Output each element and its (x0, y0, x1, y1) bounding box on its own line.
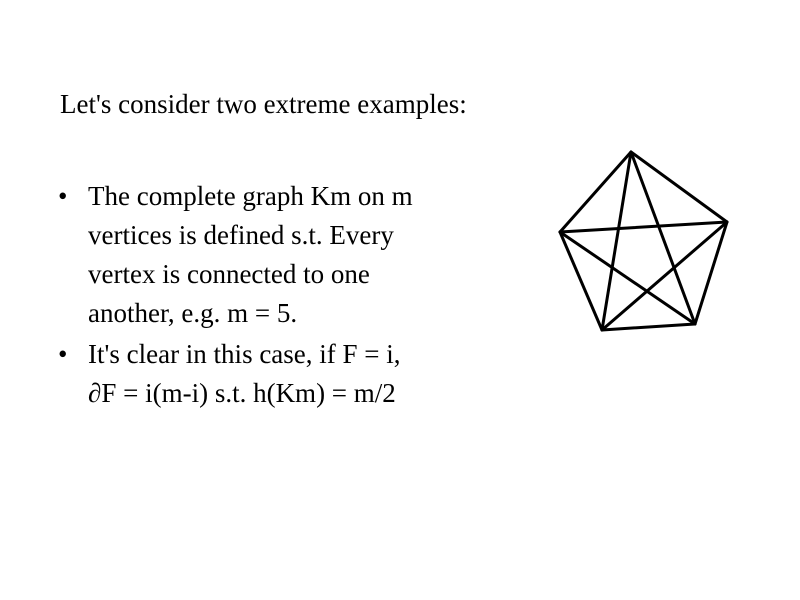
bullet-marker: • (58, 181, 68, 211)
graph-edge (560, 222, 727, 232)
bullet-list (58, 177, 488, 413)
bullet-text-line: another, e.g. m = 5. (88, 298, 298, 328)
bullet-text-line: It's clear in this case, if F = i, (88, 339, 401, 369)
bullet-text-line: vertex is connected to one (88, 259, 370, 289)
bullet-text-line: vertices is defined s.t. Every (88, 220, 394, 250)
bullet-text-line: The complete graph Km on m (88, 181, 413, 211)
slide-heading: Let's consider two extreme examples: (60, 89, 467, 119)
graph-edge (602, 324, 695, 330)
bullet-text-line: ∂F = i(m-i) s.t. h(Km) = m/2 (88, 378, 396, 408)
bullet-item-complete-graph (58, 177, 488, 333)
bullet-marker: • (58, 339, 68, 369)
bullet-item-boundary (58, 335, 488, 413)
complete-graph-k5-figure (552, 144, 736, 336)
